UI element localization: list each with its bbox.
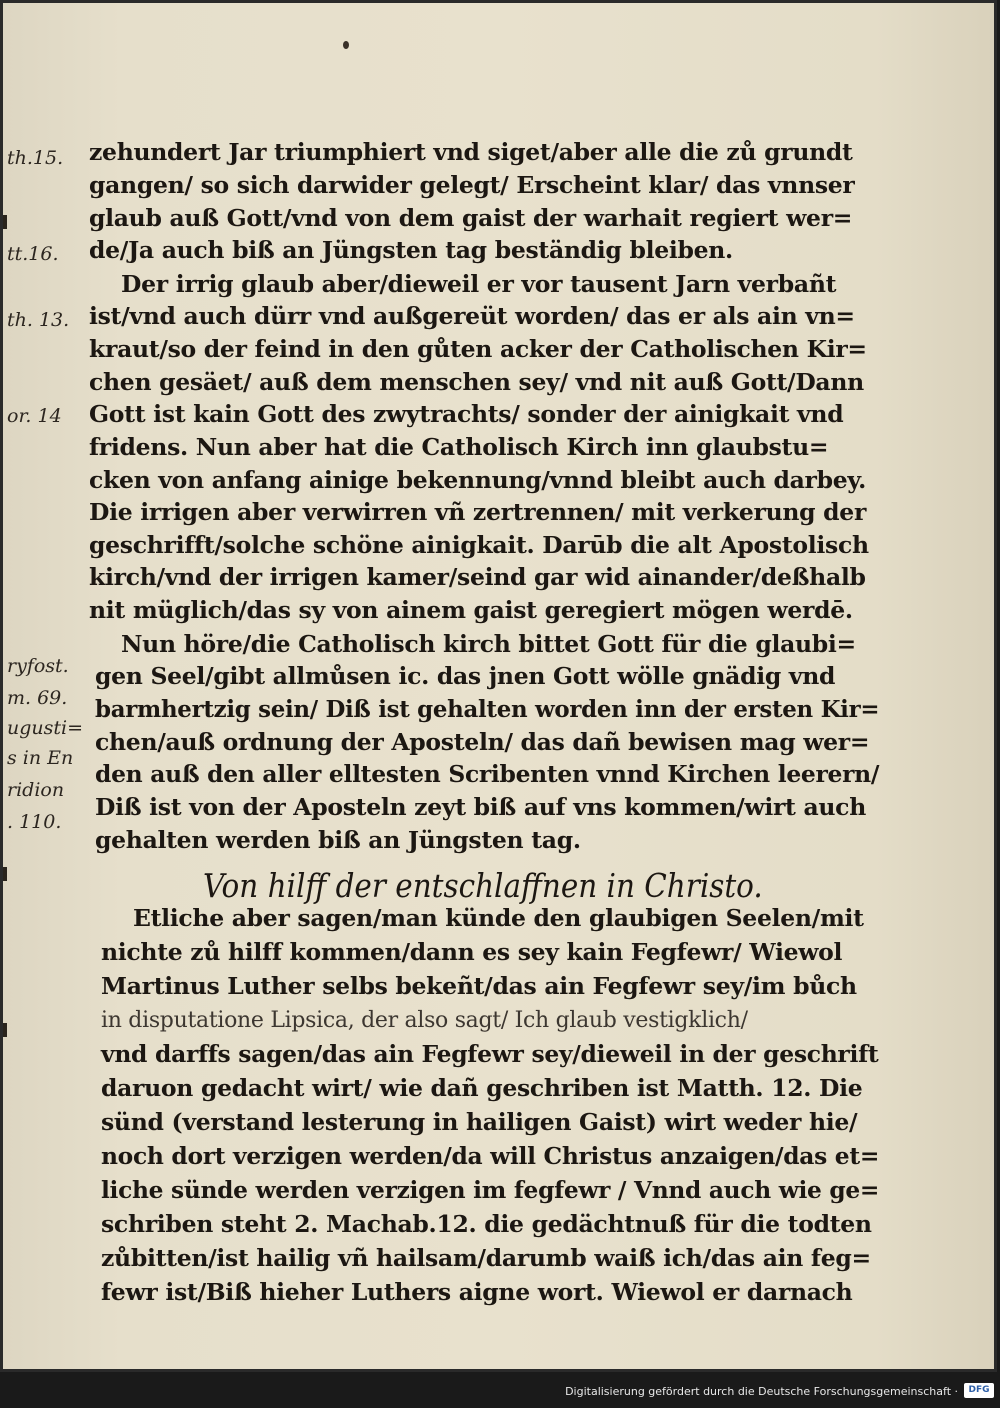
- text-line: chen gesäet/ auß dem menschen sey/ vnd nit auß Gott/Dann: [89, 368, 864, 396]
- margin-note: s in En: [7, 747, 74, 769]
- margin-note: ryfost.: [7, 655, 69, 677]
- margin-note: tt.16.: [7, 243, 59, 265]
- text-line: geschrifft/solche schöne ainigkait. Darūb die alt Apostolisch: [89, 531, 869, 559]
- text-line: Die irrigen aber verwirren vñ zertrennen/ mit verkerung der: [89, 498, 867, 526]
- text-line: nit müglich/das sy von ainem gaist geregiert mögen werdē.: [89, 596, 853, 624]
- text-line: ist/vnd auch dürr vnd außgereüt worden/ das er als ain vn=: [89, 302, 855, 330]
- text-line: gangen/ so sich darwider gelegt/ Erscheint klar/ das vnnser: [89, 171, 855, 199]
- text-line: cken von anfang ainige bekennung/vnnd bleibt auch darbey.: [89, 466, 866, 494]
- margin-note: th.15.: [7, 147, 64, 169]
- margin-note: m. 69.: [7, 687, 68, 709]
- text-line: kirch/vnd der irrigen kamer/seind gar wid ainander/deßhalb: [89, 563, 866, 591]
- margin-note: ridion: [7, 779, 65, 801]
- dfg-logo-icon: DFG: [964, 1383, 994, 1398]
- section-heading: Von hilff der entschlaffnen in Christo.: [203, 866, 763, 905]
- edge-mark: [3, 1023, 7, 1037]
- text-line: Martinus Luther selbs bekeñt/das ain Fegfewr sey/im bůch: [101, 972, 857, 1000]
- text-line: Diß ist von der Aposteln zeyt biß auf vns kommen/wirt auch: [95, 793, 866, 821]
- footer-bar: [0, 1372, 1000, 1408]
- ink-spot: [343, 41, 349, 49]
- text-line: Der irrig glaub aber/dieweil er vor tausent Jarn verbañt: [121, 270, 837, 298]
- margin-note: . 110.: [7, 811, 62, 833]
- text-line: chen/auß ordnung der Aposteln/ das dañ bewisen mag wer=: [95, 728, 870, 756]
- text-line: gen Seel/gibt allmůsen ic. das jnen Gott wölle gnädig vnd: [95, 662, 836, 690]
- text-line: sünd (verstand lesterung in hailigen Gaist) wirt weder hie/: [101, 1108, 858, 1136]
- text-line: gehalten werden biß an Jüngsten tag.: [95, 826, 581, 854]
- text-line: nichte zů hilff kommen/dann es sey kain Fegfewr/ Wiewol: [101, 938, 843, 966]
- text-line: de/Ja auch biß an Jüngsten tag beständig bleiben.: [89, 236, 733, 264]
- text-line: zehundert Jar triumphiert vnd siget/aber alle die zů grundt: [89, 138, 853, 166]
- text-line: zůbitten/ist hailig vñ hailsam/darumb waiß ich/das ain feg=: [101, 1244, 871, 1272]
- funding-credit: Digitalisierung gefördert durch die Deutsche Forschungsgemeinschaft ·: [565, 1385, 958, 1398]
- margin-note: th. 13.: [7, 309, 70, 331]
- text-line: Nun höre/die Catholisch kirch bittet Gott für die glaubi=: [121, 630, 856, 658]
- text-line: liche sünde werden verzigen im fegfewr / Vnnd auch wie ge=: [101, 1176, 880, 1204]
- text-line: fewr ist/Biß hieher Luthers aigne wort. Wiewol er darnach: [101, 1278, 853, 1306]
- text-line: glaub auß Gott/vnd von dem gaist der warhait regiert wer=: [89, 204, 853, 232]
- text-line: den auß den aller elltesten Scribenten vnnd Kirchen leerern/: [95, 760, 880, 788]
- text-line: fridens. Nun aber hat die Catholisch Kirch inn glaubstu=: [89, 433, 829, 461]
- margin-note: or. 14: [7, 405, 62, 427]
- text-line: Gott ist kain Gott des zwytrachts/ sonder der ainigkait vnd: [89, 400, 844, 428]
- text-line: daruon gedacht wirt/ wie dañ geschriben ist Matth. 12. Die: [101, 1074, 863, 1102]
- edge-mark: [3, 215, 7, 229]
- text-line: Etliche aber sagen/man künde den glaubigen Seelen/mit: [133, 904, 864, 932]
- text-line: barmhertzig sein/ Diß ist gehalten worden inn der ersten Kir=: [95, 695, 880, 723]
- text-line: noch dort verzigen werden/da will Christus anzaigen/das et=: [101, 1142, 880, 1170]
- text-line: vnd darffs sagen/das ain Fegfewr sey/dieweil in der geschrift: [101, 1040, 879, 1068]
- text-line: in disputatione Lipsica, der also sagt/ Ich glaub vestigklich/: [101, 1008, 748, 1033]
- margin-note: ugusti=: [7, 717, 84, 739]
- text-line: schriben steht 2. Machab.12. die gedächtnuß für die todten: [101, 1210, 872, 1238]
- text-line: kraut/so der feind in den gůten acker der Catholischen Kir=: [89, 335, 867, 363]
- edge-mark: [3, 867, 7, 881]
